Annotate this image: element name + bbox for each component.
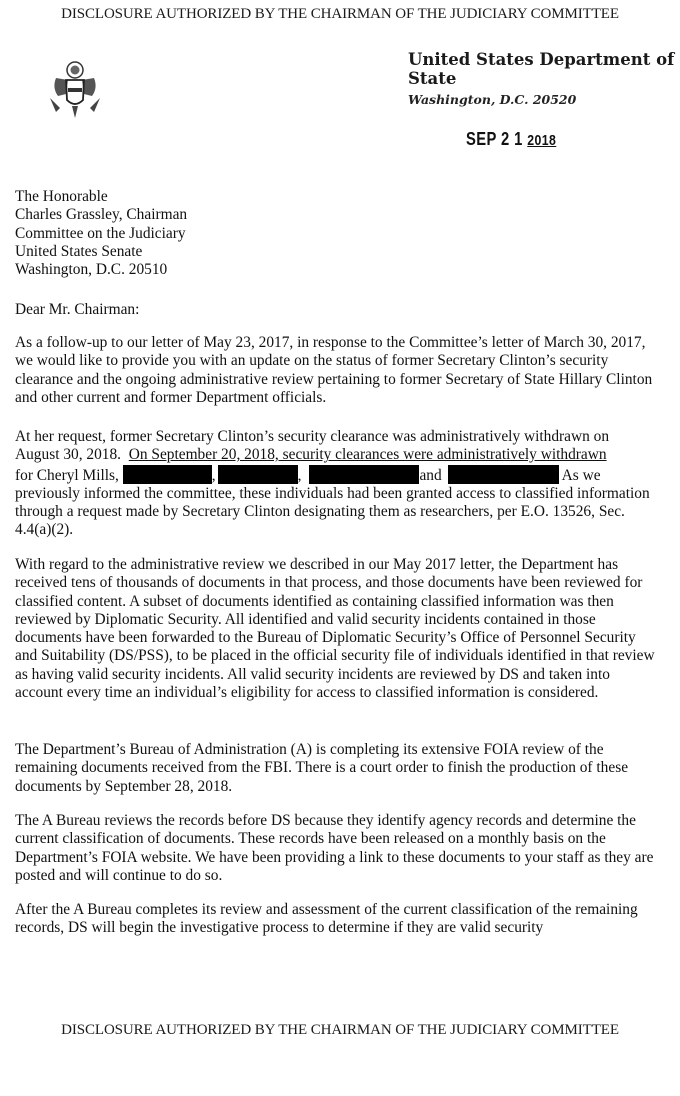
p2-line2	[15, 446, 655, 464]
date-stamp-year: 2018	[527, 132, 557, 149]
recipient-line: United States Senate	[15, 242, 143, 260]
recipient-line: The Honorable	[15, 188, 108, 205]
p2-line3-start: for Cheryl Mills,	[15, 466, 123, 484]
redacted-name	[309, 465, 419, 484]
p2-line3	[15, 465, 655, 485]
disclosure-banner-bottom: DISCLOSURE AUTHORIZED BY THE CHAIRMAN OF THE JUDICIARY COMMITTEE	[61, 1022, 619, 1038]
paragraph-investigative-process: After the A Bureau completes its review and assessment of the current classification of the remaining records, DS will begin the investigative process to determine if they are valid security	[15, 901, 638, 937]
date-stamp-day: SEP 2 1	[466, 129, 523, 149]
date-stamp	[466, 129, 556, 150]
and-word: and	[419, 466, 442, 484]
p2-line2-date: August 30, 2018.	[15, 446, 129, 464]
p2-line1: At her request, former Secretary Clinton’s security clearance was administratively withdrawn on	[15, 428, 610, 445]
salutation: Dear Mr. Chairman:	[15, 301, 140, 318]
paragraph-administrative-review: With regard to the administrative review we described in our May 2017 letter, the Department has received tens of thousands of documents in that process, and those documents have been reviewed for classified content. A subset of documents identified as containing classified information was then reviewed by Diplomatic Security. All identified and valid security incidents contained in those documents have been forwarded to the Bureau of Diplomatic Security’s Office of Personnel Security and Suitability (DS/PSS), to be placed in the official security file of individuals identified in that review as having valid security incidents. All valid security incidents are reviewed by DS and taken into account every time an individual’s eligibility for access to classified information is considered.	[15, 556, 655, 702]
paragraph-a-bureau: The A Bureau reviews the records before DS because they identify agency records and determine the current classification of documents. These records have been released on a monthly basis on the Department’s FOIA website. We have been providing a link to these documents to your staff as they are posted and will continue to do so.	[15, 812, 654, 884]
redacted-name	[123, 465, 212, 484]
recipient-line: Committee on the Judiciary	[15, 224, 186, 242]
paragraph-foia-review: The Department’s Bureau of Administration (A) is completing its extensive FOIA review of the remaining documents received from the FBI. There is a court order to finish the production of these documents by September 28, 2018.	[15, 741, 629, 795]
p2-line2-underlined: On September 20, 2018, security clearances were administratively withdrawn	[128, 446, 607, 464]
great-seal-icon	[46, 58, 104, 120]
department-city: Washington, D.C. 20520	[408, 92, 577, 107]
recipient-address	[15, 188, 655, 279]
paragraph-followup: As a follow-up to our letter of May 23, 2017, in response to the Committee’s letter of March 30, 2017, we would like to provide you with an update on the status of former Secretary Clinton’s security clearance and the ongoing administrative review pertaining to former Secretary of State Hillary Clinton and other current and former Department officials.	[15, 334, 653, 406]
paragraph-clearance-withdrawn	[15, 428, 655, 540]
comma: ,	[297, 466, 302, 484]
department-name: United States Department of State	[408, 50, 675, 88]
recipient-line: Washington, D.C. 20510	[15, 261, 168, 279]
comma: ,	[211, 466, 216, 484]
p2-rest: previously informed the committee, these individuals had been granted access to classified information through a request made by Secretary Clinton designating them as researchers, per E.O. 13526, Sec. 4.4(a)(2).	[15, 484, 650, 539]
p2-line3-end: As we	[558, 466, 601, 484]
recipient-line: Charles Grassley, Chairman	[15, 206, 188, 224]
redacted-name	[448, 465, 559, 484]
redacted-name	[218, 465, 298, 484]
disclosure-banner-top: DISCLOSURE AUTHORIZED BY THE CHAIRMAN OF THE JUDICIARY COMMITTEE	[61, 6, 619, 22]
